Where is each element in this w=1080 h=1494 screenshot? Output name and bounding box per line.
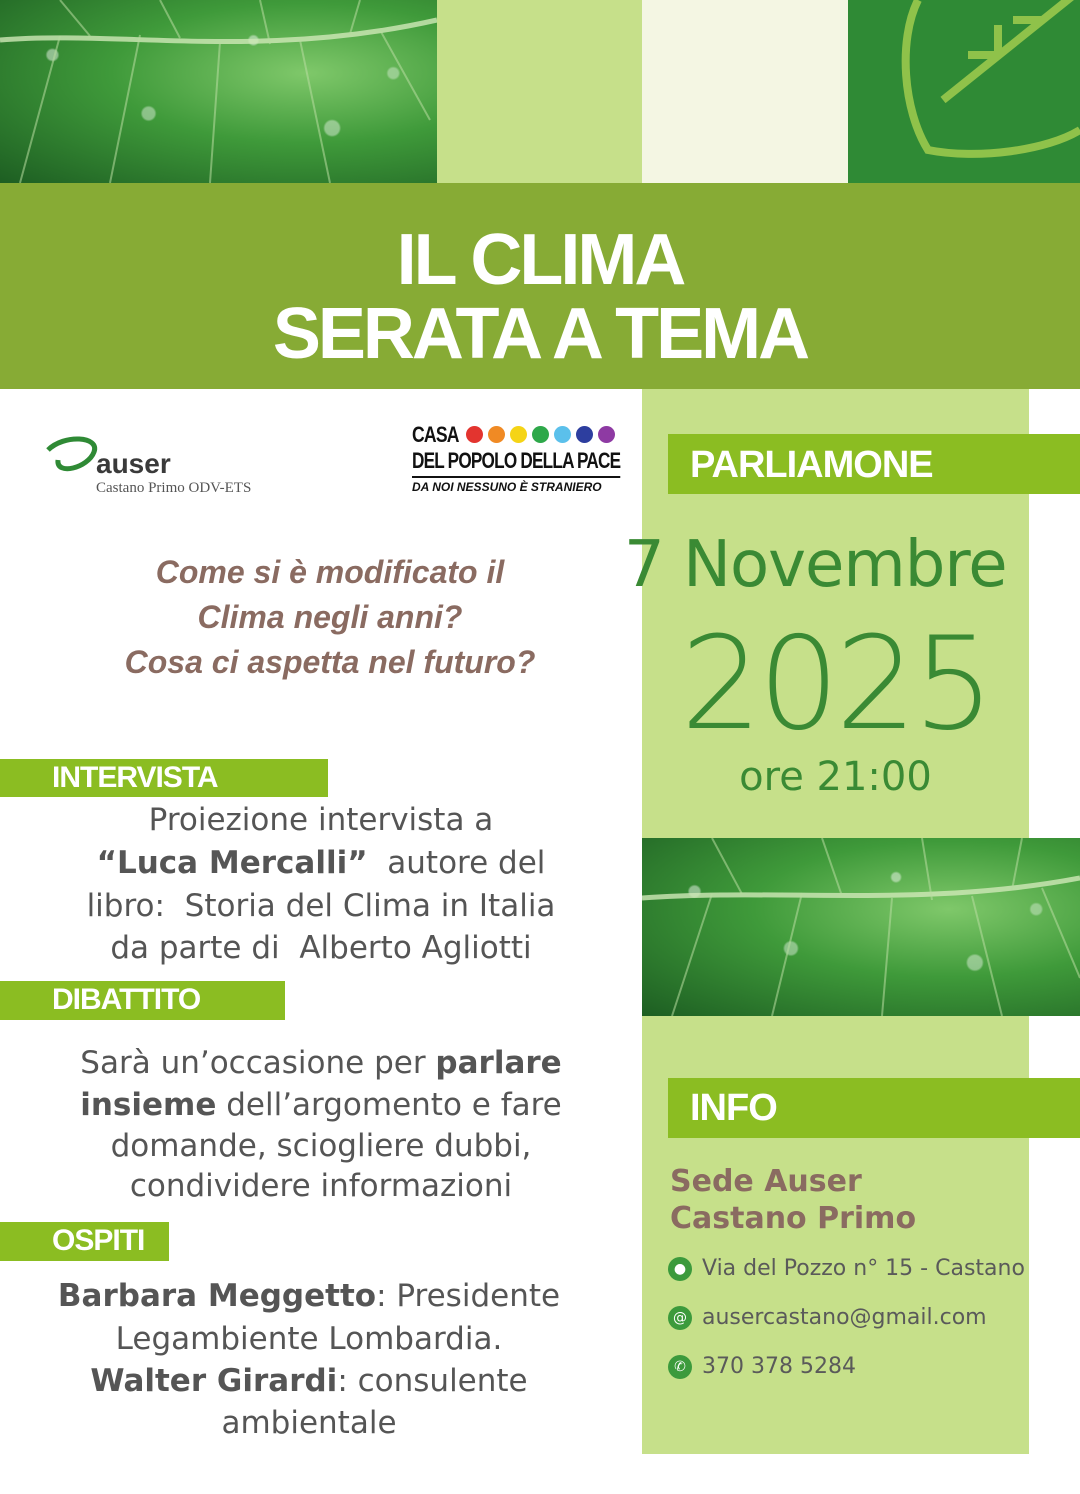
auser-swirl-icon — [44, 432, 104, 476]
casa-subtitle: DEL POPOLO DELLA PACE — [412, 448, 620, 478]
intervista-line-2 — [0, 845, 642, 881]
casa-motto: DA NOI NESSUNO È STRANIERO — [412, 480, 602, 494]
title-line-1: IL CLIMA — [396, 220, 684, 300]
guest-2-line — [0, 1363, 630, 1399]
dibattito-tag — [0, 981, 285, 1020]
color-dot — [466, 426, 483, 443]
casa-del-popolo-logo — [412, 420, 627, 500]
color-dot — [510, 426, 527, 443]
interviewee-name: “Luca Mercalli” — [96, 845, 368, 881]
venue-line-1: Sede Auser — [670, 1164, 862, 1199]
phone-text[interactable]: 370 378 5284 — [702, 1354, 856, 1379]
guest-2-role: : consulente — [337, 1363, 528, 1399]
dibattito-line-1-pre: Sarà un’occasione per — [80, 1045, 436, 1081]
question-line: Cosa ci aspetta nel futuro? — [124, 644, 536, 680]
title-line-2: SERATA A TEMA — [272, 294, 808, 374]
guest-2-name: Walter Girardi — [90, 1363, 338, 1399]
dark-green-strip — [848, 0, 1080, 183]
title-band — [0, 183, 1080, 389]
cream-strip — [642, 0, 848, 183]
dibattito-line-1 — [0, 1045, 642, 1081]
intervista-line-4: da parte di Alberto Agliotti — [110, 930, 532, 966]
color-dot — [488, 426, 505, 443]
event-time: ore 21:00 — [739, 754, 932, 800]
phone-row[interactable] — [668, 1354, 856, 1379]
leaf-photo-middle — [642, 838, 1080, 1016]
guest-2-role-cont: ambientale — [221, 1405, 397, 1441]
dibattito-line-2 — [0, 1087, 642, 1123]
intervista-line-1: Proiezione intervista a — [148, 802, 494, 838]
email-text[interactable]: ausercastano@gmail.com — [702, 1305, 987, 1330]
intervista-line-3: libro: Storia del Clima in Italia — [86, 888, 556, 924]
guest-1-role: : Presidente — [376, 1278, 561, 1314]
color-dot — [576, 426, 593, 443]
email-row[interactable] — [668, 1305, 987, 1330]
dibattito-line-4: condividere informazioni — [129, 1168, 513, 1204]
color-dot — [532, 426, 549, 443]
light-green-strip — [437, 0, 642, 183]
info-label: INFO — [690, 1087, 777, 1129]
event-day-month: 7 Novembre — [624, 528, 1007, 602]
address-text: Via del Pozzo n° 15 - Castano — [702, 1256, 1025, 1281]
ospiti-tag — [0, 1222, 169, 1261]
intervista-tag — [0, 759, 328, 797]
intervista-label: INTERVISTA — [52, 761, 218, 794]
location-pin-icon: ● — [668, 1257, 692, 1281]
guest-1-name: Barbara Meggetto — [57, 1278, 377, 1314]
parliamone-label: PARLIAMONE — [690, 444, 933, 486]
leaf-photo-top — [0, 0, 437, 183]
question-line: Clima negli anni? — [197, 599, 463, 635]
auser-logo — [44, 432, 304, 502]
at-sign-icon: @ — [668, 1306, 692, 1330]
phone-icon: ✆ — [668, 1355, 692, 1379]
question-line: Come si è modificato il — [155, 554, 505, 590]
dibattito-bold-2: insieme — [80, 1087, 217, 1123]
dibattito-bold-1: parlare — [435, 1045, 562, 1081]
leaf-outline-icon — [848, 0, 1080, 183]
color-dot — [554, 426, 571, 443]
dibattito-line-2-rest: dell’argomento e fare — [216, 1087, 562, 1123]
casa-color-dots — [466, 426, 615, 443]
leaf-veins — [0, 0, 437, 183]
parliamone-tag — [668, 434, 1080, 494]
guest-1-org: Legambiente Lombardia. — [115, 1321, 503, 1357]
ospiti-label: OSPITI — [52, 1224, 145, 1257]
event-year: 2025 — [680, 610, 991, 759]
casa-title: CASA — [412, 422, 459, 447]
auser-subtitle: Castano Primo ODV-ETS — [96, 480, 252, 496]
info-tag — [668, 1078, 1080, 1138]
guest-1-line — [0, 1278, 630, 1314]
dibattito-line-3: domande, sciogliere dubbi, — [110, 1128, 532, 1164]
address-row — [668, 1256, 1025, 1281]
dibattito-label: DIBATTITO — [52, 983, 201, 1016]
venue-line-2: Castano Primo — [670, 1201, 917, 1236]
auser-name: auser — [96, 448, 171, 479]
color-dot — [598, 426, 615, 443]
intervista-line-2-rest: autore del — [367, 845, 546, 881]
leaf-veins — [642, 838, 1080, 1016]
